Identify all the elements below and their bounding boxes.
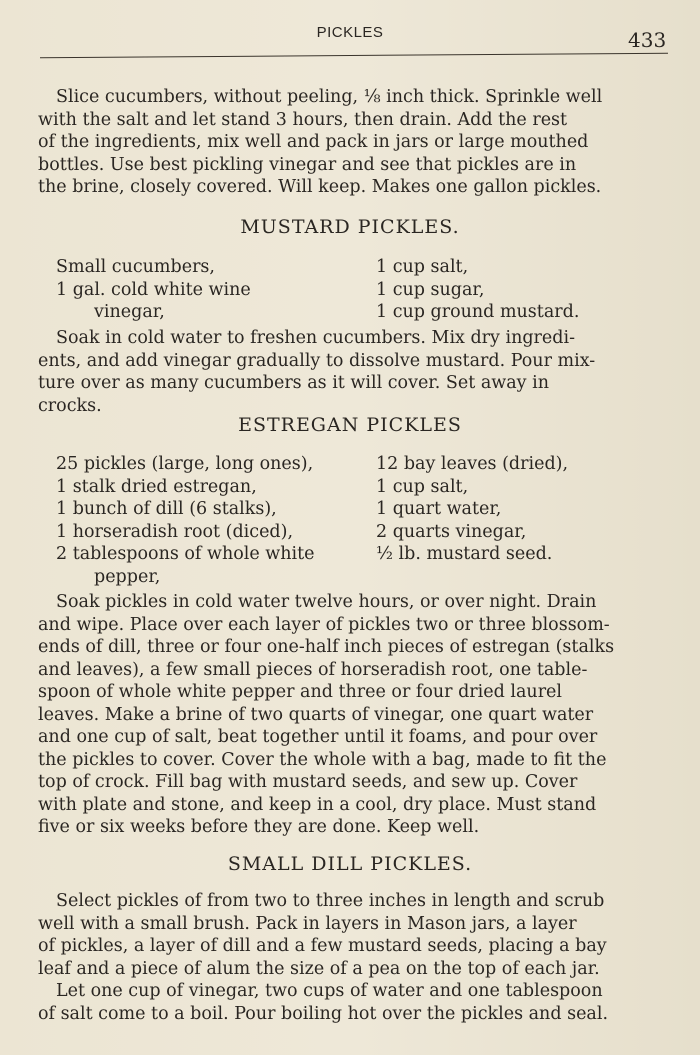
- ingredient: 1 horseradish root (diced),: [56, 521, 294, 542]
- text-line: and wipe. Place over each layer of pickles two or three blossom-: [38, 614, 610, 635]
- text-line: Soak pickles in cold water twelve hours, or over night. Drain: [56, 592, 597, 612]
- text-line: ture over as many cucumbers as it will cover. Set away in: [38, 373, 549, 393]
- ingredient: 25 pickles (large, long ones),: [56, 454, 314, 474]
- ingredient: pepper,: [94, 566, 161, 587]
- ingredient: 1 quart water,: [376, 499, 502, 519]
- ingredient: 1 cup sugar,: [376, 279, 485, 300]
- text-line: Select pickles of from two to three inches in length and scrub: [56, 891, 605, 911]
- ingredient: 1 bunch of dill (6 stalks),: [56, 499, 277, 519]
- text-line: crocks.: [38, 395, 102, 416]
- text-line: Let one cup of vinegar, two cups of water and one tablespoon: [56, 981, 603, 1001]
- heading-small-dill-pickles: SMALL DILL PICKLES.: [227, 853, 473, 875]
- text-line: spoon of whole white pepper and three or four dried laurel: [38, 682, 563, 702]
- small-dill-directions: [38, 890, 666, 1025]
- running-header: PICKLES: [316, 24, 384, 41]
- text-line: Soak in cold water to freshen cucumbers. Mix dry ingredi-: [56, 328, 575, 348]
- ingredient: 1 cup ground mustard.: [376, 302, 580, 322]
- text-line: of pickles, a layer of dill and a few mustard seeds, placing a bay: [38, 936, 607, 956]
- text-line: with the salt and let stand 3 hours, then drain. Add the rest: [38, 109, 568, 130]
- text-line: well with a small brush. Pack in layers in Mason jars, a layer: [38, 913, 577, 934]
- text-line: the pickles to cover. Cover the whole with a bag, made to fit the: [38, 749, 607, 770]
- mustard-directions: [38, 327, 666, 417]
- text-line: of salt come to a boil. Pour boiling hot over the pickles and seal.: [38, 1003, 609, 1024]
- ingredient: 12 bay leaves (dried),: [376, 454, 569, 474]
- heading-mustard-pickles: MUSTARD PICKLES.: [240, 216, 460, 238]
- ingredient: 1 gal. cold white wine: [56, 279, 251, 300]
- text-line: ents, and add vinegar gradually to dissolve mustard. Pour mix-: [38, 350, 596, 371]
- ingredient: 2 quarts vinegar,: [376, 521, 527, 542]
- ingredients-right-mustard: [376, 256, 579, 324]
- text-line: Slice cucumbers, without peeling, ⅛ inch thick. Sprinkle well: [56, 87, 603, 107]
- text-line: bottles. Use best pickling vinegar and see that pickles are in: [38, 154, 577, 175]
- text-line: of the ingredients, mix well and pack in jars or large mouthed: [38, 132, 589, 152]
- text-line: five or six weeks before they are done. Keep well.: [38, 817, 480, 837]
- ingredients-left-estregan: [56, 453, 315, 588]
- ingredient: vinegar,: [94, 302, 165, 322]
- ingredient: ½ lb. mustard seed.: [376, 544, 553, 564]
- text-line: ends of dill, three or four one-half inch pieces of estregan (stalks: [38, 637, 615, 657]
- ingredient: Small cucumbers,: [56, 257, 215, 277]
- text-line: and leaves), a few small pieces of horseradish root, one table-: [38, 659, 588, 680]
- text-line: with plate and stone, and keep in a cool, dry place. Must stand: [38, 794, 597, 815]
- ingredients-right-estregan: [376, 453, 568, 566]
- text-line: and one cup of salt, beat together until it foams, and pour over: [38, 727, 598, 747]
- heading-estregan-pickles: ESTREGAN PICKLES: [238, 414, 462, 436]
- header-rule: [40, 53, 668, 58]
- ingredient: 1 stalk dried estregan,: [56, 476, 257, 497]
- text-line: the brine, closely covered. Will keep. Makes one gallon pickles.: [38, 177, 602, 197]
- text-line: leaf and a piece of alum the size of a pea on the top of each jar.: [38, 958, 600, 979]
- ingredient: 2 tablespoons of whole white: [56, 544, 315, 564]
- estregan-directions: [38, 591, 666, 839]
- ingredients-left-mustard: [56, 256, 251, 324]
- ingredient: 1 cup salt,: [376, 257, 469, 277]
- text-line: top of crock. Fill bag with mustard seeds, and sew up. Cover: [38, 772, 578, 792]
- ingredient: 1 cup salt,: [376, 476, 469, 497]
- page-number: 433: [628, 28, 667, 52]
- text-line: leaves. Make a brine of two quarts of vinegar, one quart water: [38, 704, 594, 725]
- intro-paragraph: [38, 86, 666, 199]
